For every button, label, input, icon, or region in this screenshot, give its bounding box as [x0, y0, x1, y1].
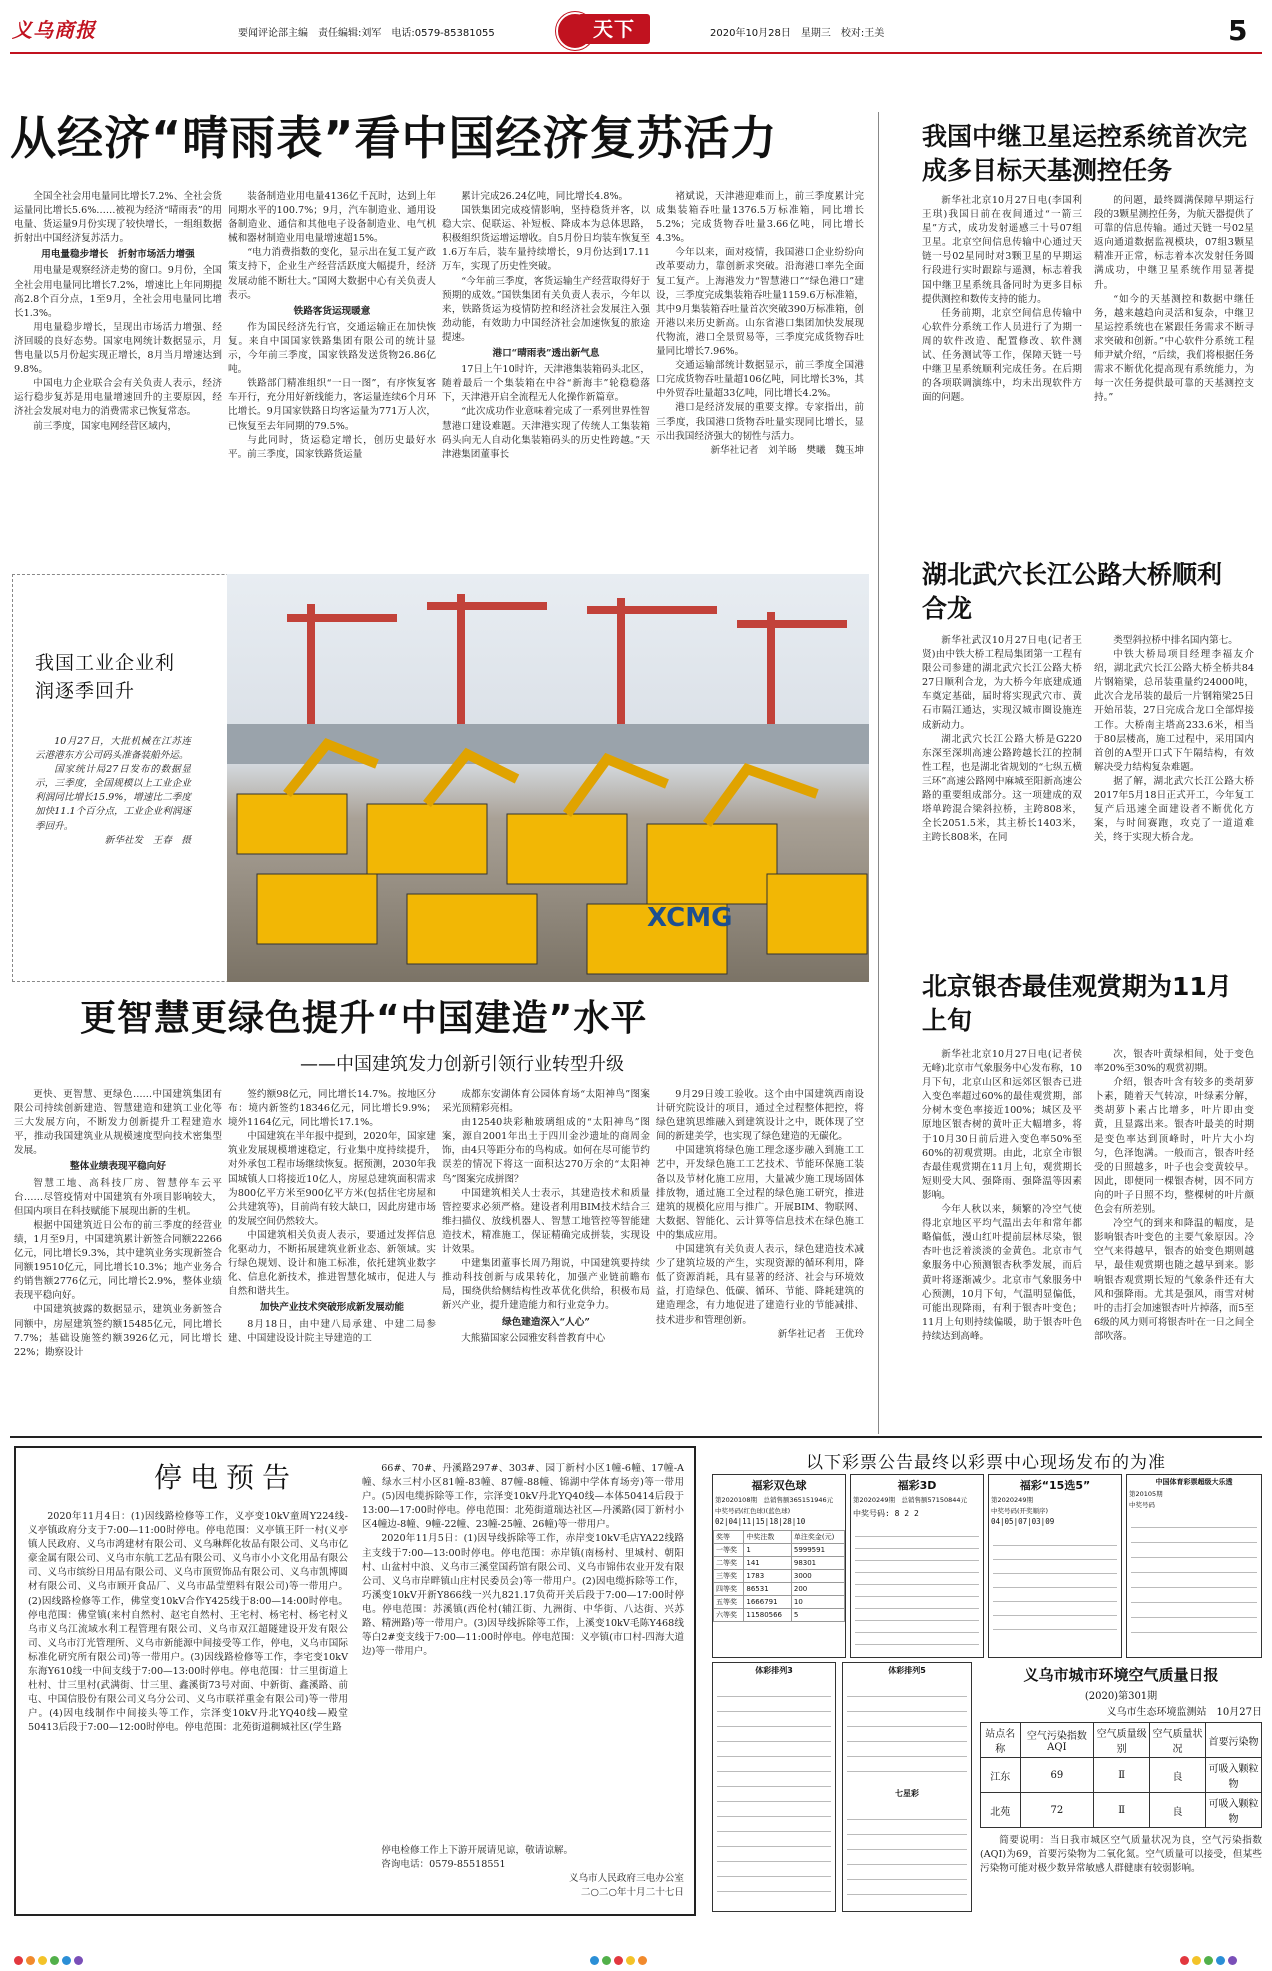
lottery-panel-15x5 [988, 1474, 1122, 1658]
table-row [714, 1583, 845, 1596]
lottery-number: 11 [742, 1517, 752, 1526]
satellite-col-1 [922, 194, 1092, 542]
footer-dot [614, 1956, 623, 1965]
notice-para: 2020年11月5日：(1)因导线拆除等工作，赤岸变10kV毛店YA22线路主支线于7:00—13:00时停电。停电范围：赤岸镇(南杨村、里城村、朝阳村、山盆村中浪、义乌市三溪堂国药馆有限公司、义乌市锦伟农业开发有限公司、义乌市岸畔镇山庄村民委员会)等一带用户。(2)因电缆拆除等工作，巧溪变10kV开新Y866线一兴九821.17负荷开关后段于7:00—17:00时停电。停电范围：苏溪镇(西伦村(辅江街、九洲街、中华街、八达街、兴苏路、精洲路)等一带用户。(3)因导线拆除等工作，上溪变10kV毛陈Y468线等白2#变支线于7:00—11:00时停电。停电范围：义亭镇(市口村-四海大道边)等一带用户。 [362, 1533, 684, 1658]
table-row [714, 1531, 845, 1544]
ginkgo-col-2 [1094, 1048, 1254, 1428]
lottery-panel-title: 福彩双色球 [751, 1479, 807, 1492]
lottery-number: 18 [769, 1517, 779, 1526]
notice-date: 二○二○年十月二十七日 [580, 1887, 684, 1899]
table-cell: 江东 [981, 1758, 1021, 1793]
lottery-panel-title: 福彩3D [897, 1479, 937, 1492]
table-cell: 良 [1150, 1758, 1206, 1793]
lead-para: 今年以来，面对疫情，我国港口企业纷纷向改革要动力，靠创新求突破。沿海港口率先全面复工复产。上海港发力“智慧港口”“绿色港口”建设，三季度完成集装箱吞吐量1159.6万标准箱，其中9月集装箱吞吐量首次突破390万标准箱，创开港以来历史新高。山东省港口集团加快发展现代物流，港口全景贸易等，三季度完成货物吞吐量同比增长7.96%。 [656, 247, 864, 358]
table-row [714, 1596, 845, 1609]
footer-dot [62, 1956, 71, 1965]
second-para: 中国建筑将绿色施工理念逐步融入到施工工艺中，开发绿色施工工艺技术、节能环保施工装备以及节材化施工应用，大量减少施工现场固体排放物，通过施工全过程的绿色施工研究，推进建筑的规模化应用与推广。开展BIM、物联网、大数据、智能化、云计算等信息技术在绿色施工中的集成应用。 [656, 1145, 864, 1241]
satellite-para: 新华社北京10月27日电(李国利 王琪)我国日前在夜间通过“一箭三星”方式，成功发射遥感三十号07组卫星。北京空间信息传输中心通过天链一号02星同时对3颗卫星的早期运行段进行实时跟踪与遥测，标志着我国中继卫星系统具备同时为更多目标提供测控和数传支持的能力。 [922, 195, 1092, 305]
second-subhead-2: 加快产业技术突破形成新发展动能 [260, 1302, 404, 1314]
lottery-period: 第20105期 [1129, 1490, 1163, 1498]
second-subhead-1: 整体业绩表现平稳向好 [70, 1161, 166, 1173]
lottery-prize: 中奖号码(开奖顺序) [991, 1507, 1049, 1515]
lottery-grid-lines [993, 1532, 1117, 1642]
ginkgo-para: 冷空气的到来和降温的幅度，是影响银杏叶变色的主要气象原因。冷空气来得越早，银杏的始变色期则越早，最佳观赏期也随之越早到来。影响银杏观赏期长短的气象条件还有大风和强降雨。尤其是强风，雨雪对树叶的击打会加速银杏叶片掉落，而5至6级的风力则可将银杏叶在一日之间全部吹落。 [1094, 1218, 1254, 1342]
lottery-grid-lines [1131, 1513, 1257, 1643]
lottery-number: 2 [904, 1509, 910, 1518]
second-col-1 [14, 1088, 222, 1428]
lead-subhead-2: 铁路客货运现暖意 [293, 305, 371, 317]
section-tab [578, 14, 650, 44]
table-cell: 69 [1020, 1758, 1094, 1793]
table-cell: 三等奖 [714, 1570, 744, 1583]
bridge-para: 据了解，湖北武穴长江公路大桥2017年5月18日正式开工，今年复工复产后迅速全面建设者不断优化方案，与时间赛跑，攻克了一道道难关，终于实现大桥合龙。 [1094, 775, 1254, 844]
second-para: 中建集团董事长周乃翔说，中国建筑要持续推动科技创新与成果转化，加强产业链前瞻布局，围绕供给侧结构性改革优化供给，积极布局新兴产业，提升建造能力和行业竞争力。 [442, 1258, 650, 1312]
lead-para: 累计完成26.24亿吨，同比增长4.8%。 [461, 191, 629, 202]
table-cell: 72 [1020, 1793, 1094, 1828]
notice-hotline: 咨询电话：0579-85518551 [381, 1859, 506, 1871]
table-head: 空气污染指数AQI [1020, 1723, 1094, 1758]
table-cell: 86531 [744, 1583, 791, 1596]
air-note-text: 简要说明：当日我市城区空气质量状况为良，空气污染指数(AQI)为69，首要污染物为二氧化氮。空气质量可以接受，但某些污染物可能对极少数异常敏感人群健康有较弱影响。 [980, 1835, 1262, 1875]
lead-para: 与此同时，货运稳定增长，创历史最好水平。前三季度，国家铁路货运量 [228, 434, 436, 460]
lead-para: 褚斌说，天津港迎难而上，前三季度累计完成集装箱吞吐量1376.5万标准箱，同比增长5.2%；完成货物吞吐量3.66亿吨，同比增长4.3%。 [656, 191, 864, 245]
lead-headline: 从经济“晴雨表”看中国经济复苏活力 [10, 111, 778, 165]
table-cell: 六等奖 [714, 1609, 744, 1622]
second-para: 由12540块彩釉玻璃组成的“太阳神鸟”图案，源自2001年出土于四川金沙遗址的商周金饰，由4只等距分布的鸟构成。如何在尽可能节约误差的情况下将这一面积达270万余的“太阳神鸟”图案完成拼图？ [442, 1117, 650, 1185]
lottery-panel-ssq [712, 1474, 846, 1658]
satellite-para: 的问题，最终圆满保障早期运行段的3颗星测控任务，为航天器提供了可靠的信息传输。通过天链一号02星返向通道数据监视模块，07组3颗星精准开正常，标志着本次发射任务圆满成功，中继卫星系统作用显著提升。 [1094, 195, 1254, 291]
notice-para: 66#、70#、丹溪路297#、303#、园丁新村小区1幢-6幢、17幢-A幢、绿水三村小区81幢-83幢、87幢-88幢、锦湖中学体育场旁)等一带用户。(5)因电缆拆除等工作，宗泽变10kV丹北YQ40线—本体50414后段于13:00—17:00时停电。停电范围：北苑街道瑞达社区—丹溪路(园丁新村小区4幢边-8幢、9幢-22幢、23幢-25幢、26幢)等一带用户。 [362, 1463, 684, 1531]
footer-dots-left [14, 1950, 86, 1969]
excavator-photo [227, 574, 869, 982]
footer-dot [602, 1956, 611, 1965]
second-para: 中国建筑在半年报中提到，2020年，国家建筑业发展规模增速稳定，行业集中度持续提升，对外承包工程市场继续恢复。据预测，2030年我国城镇人口将接近10亿人，房屋总建筑面积需求为800亿平方米至900亿平方米(包括住宅房屋和公共建筑等)，目前尚有较大缺口，因此房建市场的发展空间仍然较大。 [228, 1131, 436, 1227]
air-date: 义乌市生态环境监测站 10月27日 [1106, 1707, 1262, 1718]
air-issue: (2020)第301期 [1084, 1691, 1158, 1702]
lottery-number: 2 [913, 1509, 919, 1518]
table-head: 站点名称 [981, 1723, 1021, 1758]
lottery-number: 28 [782, 1517, 792, 1526]
lottery-numbers: 中奖号码: 8 2 2 [853, 1509, 919, 1518]
notice-col-1 [28, 1510, 348, 1910]
table-row [981, 1758, 1262, 1793]
table-head: 空气质量状况 [1150, 1723, 1206, 1758]
lead-para: “今年前三季度，客货运输生产经营取得好于预期的成效。”国铁集团有关负责人表示，今年以来，铁路货运为疫情防控和经济社会发展注入强劲动能，有效助力中国经济社会加速恢复的旅途提速。 [442, 275, 650, 343]
lead-para: 铁路部门精准组织“一日一图”，有序恢复客车开行，充分用好新线能力，客运量连续6个月环比增长。9月国家铁路日均客运量为771万人次，已恢复至去年同期的79.5%。 [228, 378, 436, 432]
masthead-rule [10, 52, 1262, 54]
lottery-number: 05 [1004, 1517, 1014, 1526]
table-cell: 1 [744, 1544, 791, 1557]
bridge-col-1 [922, 634, 1082, 954]
table-row [714, 1609, 845, 1622]
second-para: 大熊猫国家公园雅安科普教育中心 [461, 1332, 606, 1344]
table-cell: 北苑 [981, 1793, 1021, 1828]
photo-feature [12, 574, 868, 982]
lottery-grid-lines [847, 1805, 967, 1905]
table-cell: 可吸入颗粒物 [1206, 1758, 1262, 1793]
table-head: 首要污染物 [1206, 1723, 1262, 1758]
ginkgo-para: 今年人秋以来，频繁的冷空气使得北京地区平均气温出去年和常年都略偏低，漫山红叶提前层林尽染，银杏叶也泛着淡淡的金黄色。北京市气象服务中心预测银杏秋季发展，而后黄叶将逐渐减少。北京市气象服务中心预测，10月下旬，气温明显偏低，可能出现降雨，有利于银杏叶变色；11月上旬则持续偏暖，助于银杏叶色持续达到高峰。 [922, 1204, 1082, 1342]
table-row [981, 1723, 1262, 1758]
table-head: 奖等 [714, 1531, 744, 1544]
lottery-banner: 以下彩票公告最终以彩票中心现场发布的为准 [806, 1453, 1166, 1473]
lottery-panel-title: 七星彩 [895, 1789, 919, 1798]
lottery-lower [712, 1662, 972, 1916]
lead-para: 17日上午10时许，天津港集装箱码头北区，随着最后一个集装箱在中谷“新海丰”轮稳稳落下，天津港开启全流程无人化操作新篇章。 [442, 364, 650, 404]
lottery-numbers: 04|05|07|03|09 [991, 1517, 1055, 1526]
satellite-para: “如今的天基测控和数据中继任务，越来越趋向灵活和复杂，中继卫星运控系统也在紧跟任务需求不断寻求突破和创新。”中心软件分系统工程师尹斌介绍，“后续，我们将根据任务需求不断优化提高现有系统能力，为每一次任务提供最可靠的天基测控支持。” [1094, 293, 1254, 404]
bridge-col-2 [1094, 634, 1254, 954]
table-head: 空气质量级别 [1094, 1723, 1150, 1758]
lottery-panel-title: 福彩“15选5” [1019, 1479, 1091, 1492]
table-cell: 二等奖 [714, 1557, 744, 1570]
masthead [0, 0, 1272, 58]
lead-byline: 新华社记者 刘羊旸 樊曦 魏玉坤 [710, 444, 864, 456]
editor-line: 要闻评论部主编 责任编辑:刘军 电话:0579-85381055 [238, 28, 495, 39]
table-cell: Ⅱ [1094, 1758, 1150, 1793]
second-col-4 [656, 1088, 864, 1428]
table-cell: 一等奖 [714, 1544, 744, 1557]
table-cell: 10 [791, 1596, 844, 1609]
air-title: 义乌市城市环境空气质量日报 [1023, 1666, 1219, 1684]
lottery-panel-title: 中国体育彩票超级大乐透 [1155, 1478, 1233, 1486]
table-head: 单注奖金(元) [791, 1531, 844, 1544]
footer-dot [26, 1956, 35, 1965]
footer-dot [74, 1956, 83, 1965]
lead-para: 前三季度，国家电网经营区域内， [33, 420, 178, 432]
lead-para: 全国全社会用电量同比增长7.2%、全社会货运量同比增长5.6%……被视为经济“晴雨表”的用电量、货运量9月份实现了较快增长，一组组数据折射出中国经济复苏活力。 [14, 191, 222, 245]
lead-col-1 [14, 190, 222, 568]
table-row [714, 1557, 845, 1570]
right-column-divider [878, 112, 879, 1434]
notice-footer [362, 1844, 684, 1914]
lottery-period: 第2020249期 总销售额57150844元 [853, 1496, 968, 1504]
second-subheadline: ——中国建筑发力创新引领行业转型升级 [300, 1054, 624, 1075]
lottery-period: 第2020249期 [991, 1496, 1033, 1504]
footer-dot [638, 1956, 647, 1965]
table-cell: 5999591 [791, 1544, 844, 1557]
second-para: 中国建筑相关负责人表示，要通过发挥信息化驱动力，不断拓展建筑业新业态、新领域。实行绿色规划、设计和施工标准，依托建筑业数字化、信息化新技术，推进智慧化城市，促进人与自然和谐共生。 [228, 1229, 436, 1298]
second-para: 中国建筑相关人士表示，其建造技术和质量管控要求必须严格。建设者利用BIM技术结合三维扫描仪、放线机器人、智慧工地管控等智能建造技术，精准施工，保证精确完成拼装，实现设计效果。 [442, 1187, 650, 1256]
bridge-para: 类型斜拉桥中排名国内第七。 [1113, 635, 1238, 646]
second-para: 中国建筑有关负责人表示，绿色建造技术减少了建筑垃圾的产生，实现资源的循环利用，降低了资源消耗，具有显著的经济、社会与环境效益，打造绿色、低碳、循环、节能、降耗建筑的建造理念，有力地促进了建造行业的节能减排、技术进步和管理创新。 [656, 1244, 864, 1326]
table-cell: 良 [1150, 1793, 1206, 1828]
second-para: 智慧工地、高科技厂房、智慧停车云平台……尽管疫情对中国建筑有外项目影响较大，但国内项目在科技赋能下展现出新的生机。 [14, 1177, 222, 1217]
lottery-number: 02 [715, 1517, 725, 1526]
lead-para: 作为国民经济先行官，交通运输正在加快恢复。来自中国国家铁路集团有限公司的统计显示，今年前三季度，国家铁路发送货物26.86亿吨。 [228, 321, 436, 376]
ginkgo-headline: 北京银杏最佳观赏期为11月上旬 [922, 972, 1232, 1035]
second-para: 签约额98亿元，同比增长14.7%。按地区分布：境内新签约18346亿元，同比增长9.9%；境外1164亿元，同比增长17.1%。 [228, 1089, 436, 1129]
newspaper-logo: 义乌商报 [12, 18, 96, 42]
lottery-prize-table [713, 1530, 845, 1622]
table-cell: Ⅱ [1094, 1793, 1150, 1828]
bridge-para: 中铁大桥局项目经理李福友介绍，湖北武穴长江公路大桥全桥共84片钢箱梁，总吊装重量约24000吨，此次合龙吊装的最后一片钢箱梁25日开始吊装，27日完成合龙口全部焊接工作。大桥南主塔高233.6米，相当于80层楼高，施工过程中，采用国内首创的A型开口式下午隔结构，有效解决受力结构复杂难题。 [1094, 649, 1254, 773]
lead-para: “电力消费指数的变化，显示出在复工复产政策支持下，企业生产经营活跃度大幅提升，经济发展动能不断壮大。”国网大数据中心有关负责人表示。 [228, 247, 436, 301]
footer-dot [1216, 1956, 1225, 1965]
lead-para: 国铁集团完成疫情影响，坚持稳货并客，以稳大宗、促联运、补短板、降成本为总体思路，积极组织货运增运增收。自5月份日均装车恢复至1.6万车后，装车量持续增长，9月份达到17.11万车，实现了历史性突破。 [442, 205, 650, 273]
air-note [980, 1834, 1262, 1930]
lottery-number: 04 [991, 1517, 1001, 1526]
lead-para: “此次成功作业意味着完成了一系列世界性智慧港口建设难题。天津港实现了传统人工集装箱码头向无人自动化集装箱码头的历史性跨越。”天津港集团董事长 [442, 406, 650, 460]
air-quality-report [980, 1664, 1262, 1916]
date-line: 2020年10月28日 星期三 校对:王美 [710, 28, 885, 39]
notice-title: 停电预告 [153, 1461, 298, 1494]
footer-dot [626, 1956, 635, 1965]
notice-para: 2020年11月4日：(1)因线路检修等工作，义亭变10kV童周Y224线-义亭镇政府分支于7:00—11:00时停电。停电范围：义亭镇王阡一村(义亭镇人民政府、义乌市鸿建材有限公司、义乌琳辉化妆品有限公司、义乌市亿豪金属有限公司、义乌市东航工艺品有限公司、义乌市小小文化用品有限公司、义乌市缤纷日用品有限公司、义乌市顶贸饰品有限公司、义乌市凯博圆材有限公司、义乌市顾开食品厂、义乌市晶莹塑料有限公司)等一带用户。(2)因线路检修等工作，佛堂变10kV合作Y425线于8:00—14:00时停电。停电范围：佛堂镇(来村自然村、赵宅自然村、王宅村、杨宅村、杨宅村义乌市义乌江流域水利工程管理有限公司、义乌市双江超隧建设开发有限公司、义乌市汀光管理所、义乌市新能源中间接受等工作，停电，义乌市国际标准化研究所有限公司)等一带用户。(3)因线路检修等工作，李宅变10kV东海Y610线一中间支线于7:00—13:00时停电。停电范围：廿三里街道上杜村、廿三里村(武满街、廿三里、鑫溪街73号对面、中新街、鑫溪路、前屯、中国信股份有限公司义乌分公司、义乌市联祥重金有限公司)等一带用户。(4)因电线制作中间接头等工作，宗泽变10kV丹北YQ40线—殿堂50413后段于7:00—12:00时停电。停电范围：北苑街道稠城社区(学生路 [28, 1511, 348, 1734]
page-number: 5 [1228, 14, 1249, 47]
table-cell: 四等奖 [714, 1583, 744, 1596]
lottery-panel-title: 体彩排列5 [888, 1666, 926, 1675]
table-row [714, 1570, 845, 1583]
second-subhead-3: 绿色建造深入“人心” [502, 1316, 590, 1328]
lottery-number: 10 [796, 1517, 806, 1526]
lottery-number: 8 [894, 1509, 900, 1518]
lottery-period: 第2020108期 总销售额365151946元 [715, 1496, 834, 1504]
lottery-prize: 中奖号码 [853, 1509, 885, 1518]
second-byline: 新华社记者 王优玲 [777, 1328, 864, 1340]
satellite-para: 任务前期，北京空间信息传输中心软件分系统工作人员进行了为期一周的软件改造、配置修改、软件测试、任务测试等工作，保障天链一号中继卫星系统顺利完成任务。在后期的各项联调演练中，均未出现软件方面的问题。 [922, 307, 1082, 404]
lottery-grid-lines [847, 1682, 967, 1782]
lottery-number: 07 [1018, 1517, 1028, 1526]
lead-para: 装备制造业用电量4136亿千瓦时，达到上年同期水平的100.7%；9月，汽车制造业、通用设备制造业、通信和其他电子设备制造业、电气机械和器材制造业用电量增速超15%。 [228, 191, 436, 245]
section-label: 天下 [593, 17, 635, 41]
lottery-prize: 中奖号码(红色球)(蓝色球) [715, 1507, 791, 1515]
footer-dot [38, 1956, 47, 1965]
second-para: 中国建筑披露的数据显示，建筑业务新签合同额中，房屋建筑签约额15485亿元，同比增长7.7%；基础设施签约额3926亿元，同比增长22%；勘察设计 [14, 1304, 222, 1358]
bridge-headline: 湖北武穴长江公路大桥顺利合龙 [922, 560, 1223, 623]
footer-dot [50, 1956, 59, 1965]
port-scene-illustration [227, 574, 869, 982]
table-head: 中奖注数 [744, 1531, 791, 1544]
photo-caption [35, 735, 191, 915]
lottery-grid-lines [855, 1525, 979, 1645]
table-cell: 可吸入颗粒物 [1206, 1793, 1262, 1828]
notice-closing: 停电检修工作上下游开展请见谅，敬请谅解。 [381, 1845, 574, 1856]
second-headline: 更智慧更绿色提升“中国建造”水平 [80, 998, 648, 1039]
table-row [981, 1793, 1262, 1828]
table-cell: 141 [744, 1557, 791, 1570]
table-cell: 1783 [744, 1570, 791, 1583]
table-cell: 五等奖 [714, 1596, 744, 1609]
footer-dot [1204, 1956, 1213, 1965]
satellite-headline: 我国中继卫星运控系统首次完成多目标天基测控任务 [922, 122, 1248, 185]
lottery-panel-pl5 [842, 1662, 972, 1912]
footer-dots-center [590, 1950, 650, 1969]
lottery-panel-3d [850, 1474, 984, 1658]
second-col-3 [442, 1088, 650, 1428]
lead-para: 用电量稳步增长，呈现出市场活力增强、经济回暖的良好态势。国家电网统计数据显示，月售电量以5月份起实现正增长，8月当月增速达到9.8%。 [14, 321, 222, 376]
table-cell: 98301 [791, 1557, 844, 1570]
machine-brand: XCMG [647, 903, 733, 933]
lead-subhead-1: 用电量稳步增长 折射市场活力增强 [41, 249, 195, 261]
photo-credit: 新华社发 王春 摄 [104, 834, 191, 846]
satellite-col-2 [1094, 194, 1254, 542]
table-cell: 11580566 [744, 1609, 791, 1622]
lottery-number: 04 [728, 1517, 738, 1526]
lottery-number: 09 [1045, 1517, 1055, 1526]
lottery-numbers: 02|04|11|15|18|28|10 [715, 1517, 806, 1526]
table-cell: 3000 [791, 1570, 844, 1583]
lead-para: 交通运输部统计数据显示，前三季度全国港口完成货物吞吐量超106亿吨，同比增长3%，其中外贸吞吐量超33亿吨，同比增长4.2%。 [656, 360, 864, 400]
table-cell: 1666791 [744, 1596, 791, 1609]
footer-dot [1228, 1956, 1237, 1965]
second-para: 8月18日，由中建八局承建、中建二局参建、中国建设设计院主导建造的工 [228, 1318, 436, 1344]
notice-col-2 [362, 1462, 684, 1842]
air-table [980, 1722, 1262, 1828]
second-para: 成都东安湖体育公园体育场“太阳神鸟”图案采光顶精彩亮相。 [442, 1089, 650, 1115]
lottery-number: 15 [755, 1517, 765, 1526]
lottery-panel-pl3 [712, 1662, 836, 1912]
power-notice [14, 1446, 696, 1916]
lead-subhead-3: 港口“晴雨表”透出新气息 [492, 348, 600, 360]
lottery-panels [712, 1474, 1262, 1658]
bridge-para: 湖北武穴长江公路大桥是G220东深至深圳高速公路跨越长江的控制性工程，也是湖北省规划的“七纵五横三环”高速公路网中麻城至阳新高速公路的重要组成部分。这一项建成的双塔单跨混合梁斜拉桥，主跨808米，全长2051.5米，其主桥长1403米，主跨长808米，在同 [922, 733, 1082, 844]
bridge-para: 新华社武汉10月27日电(记者王贤)由中铁大桥工程局集团第一工程有限公司参建的湖北武穴长江公路大桥27日顺利合龙，为大桥今年底建成通车奠定基础，届时将实现武穴市、黄石市隔江通达，实现汉城市圈设施连成新动力。 [922, 635, 1082, 731]
lottery-grid-lines [717, 1682, 831, 1902]
photo-title: 我国工业企业利润逐季回升 [35, 652, 176, 702]
lead-para: 港口是经济发展的重要支撑。专家指出，前三季度，我国港口货物吞吐量实现同比增长，显示出我国经济强大的韧性与活力。 [656, 402, 864, 442]
lottery-panel-title: 体彩排列3 [755, 1666, 793, 1675]
photo-caption-text: 国家统计局27日发布的数据显示，三季度，全国规模以上工业企业利润同比增长15.9%，增速比二季度加快11.1个百分点，工业企业利润逐季回升。 [35, 764, 191, 832]
second-para: 9月29日竣工验收。这个由中国建筑西南设计研究院设计的项目，通过全过程整体把控，将绿色建筑思维融入到建筑设计之中，既体现了空间的新建美学，也实现了绿色建造的无碳化。 [656, 1089, 864, 1143]
bottom-section-rule [10, 1436, 1262, 1438]
lottery-prize: 中奖号码 [1129, 1501, 1155, 1509]
footer-dot [1180, 1956, 1189, 1965]
footer-dot [14, 1956, 23, 1965]
lead-col-2 [228, 190, 436, 568]
lottery-panel-dlt [1126, 1474, 1262, 1658]
ginkgo-para: 介绍，银杏叶含有较多的类胡萝卜素，随着天气转凉，叶绿素分解，类胡萝卜素占比增多，叶片即由变黄，且显露出来。银杏叶最美的时期是变色率达到顶峰时，叶片大小均匀，色泽饱满。一般而言，银杏叶经受的日照越多，叶子也会变黄较早。因此，即便同一棵银杏树，因不同方向的叶子日照不均，整棵树的叶片颜色会有所差别。 [1094, 1077, 1254, 1216]
lead-col-3 [442, 190, 650, 568]
footer-dot [1192, 1956, 1201, 1965]
second-para: 更快、更智慧、更绿色……中国建筑集团有限公司持续创新建造、智慧建造和建筑工业化等三大发展方向，不断发力创新提升工程建造水平，推动我国建筑业从规模速度型向技术密集型发展。 [14, 1089, 222, 1157]
lead-para: 中国电力企业联合会有关负责人表示，经济运行稳步复苏是用电量增速回升的主要原因，经济社会发展对电力的消费需求已恢复常态。 [14, 378, 222, 418]
lead-col-4 [656, 190, 864, 568]
footer-dot [590, 1956, 599, 1965]
notice-org: 义乌市人民政府三电办公室 [568, 1873, 684, 1885]
ginkgo-para: 次，银杏叶黄绿相间，处于变色率20%至30%的观赏初期。 [1094, 1049, 1254, 1075]
photo-caption-text: 10月27日，大批机械在江苏连云港港东方公司码头准备装船外运。 [35, 736, 191, 762]
second-col-2 [228, 1088, 436, 1428]
ginkgo-col-1 [922, 1048, 1082, 1428]
table-cell: 5 [791, 1609, 844, 1622]
ginkgo-para: 新华社北京10月27日电(记者侯无峰)北京市气象服务中心发布称，10月下旬，北京山区和远郊区银杏已进入变色率超过60%的最佳观赏期，部分树木变色率接近100%；城区及平原地区银杏树的黄叶正大幅增多，将于10月30日前后进入变色率50%至60%的初观赏期。由此，北京全市银杏最佳观赏期在11月上旬，观赏期长短则受大风、强降雨、强降温等因素影响。 [922, 1049, 1082, 1201]
second-para: 根据中国建筑近日公布的前三季度的经营业绩，1月至9月，中国建筑累计新签合同额22266亿元，同比增长9.3%，其中建筑业务实现新签合同额19510亿元，同比增长10.3%；地产业务合约销售额2776亿元，同比增长2.9%，整体业绩表现平稳向好。 [14, 1219, 222, 1302]
lead-para: 用电量是观察经济走势的窗口。9月份，全国全社会用电量同比增长7.2%，增速比上年同期提高2.8个百分点，1至9月，全社会用电量同比增长1.3%。 [14, 265, 222, 319]
table-row [714, 1544, 845, 1557]
footer-dots-right [1180, 1950, 1240, 1969]
lottery-number: 03 [1031, 1517, 1041, 1526]
table-cell: 200 [791, 1583, 844, 1596]
